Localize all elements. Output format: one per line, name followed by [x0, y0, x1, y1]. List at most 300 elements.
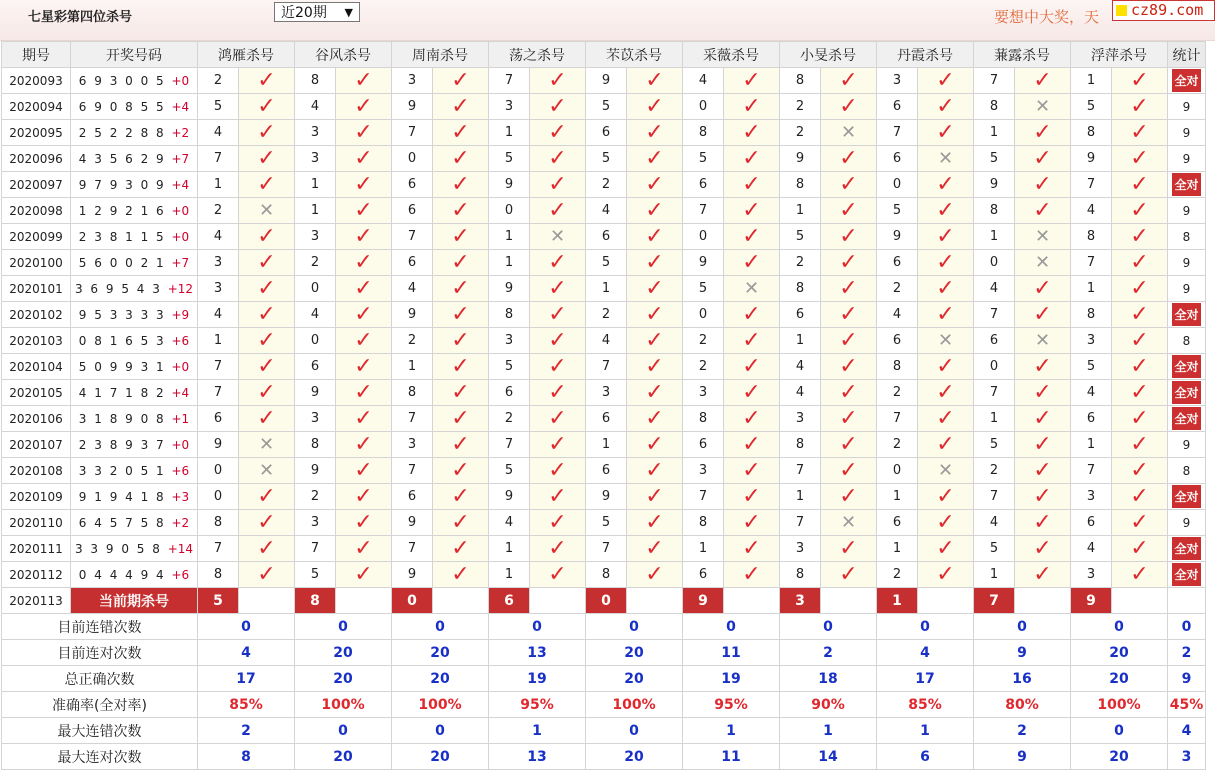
table-row [2, 562, 1205, 587]
cross-icon: ✕ [937, 329, 954, 351]
stat-value: 9 [1182, 151, 1191, 166]
table-row [2, 68, 1205, 93]
kill-number-cell: 1 [974, 562, 1014, 587]
check-icon: ✓ [936, 561, 955, 587]
kill-number-cell: 9 [198, 432, 238, 457]
empty-cell [530, 588, 585, 613]
period-range-value: 近20期 [281, 5, 327, 21]
result-mark-cell [1112, 354, 1167, 379]
result-mark-cell [821, 354, 876, 379]
check-icon: ✓ [1130, 431, 1149, 457]
kill-number-cell: 6 [1071, 510, 1111, 535]
result-mark-cell [918, 172, 973, 197]
col-expert-header: 谷风杀号 [295, 42, 391, 67]
stat-cell [1168, 198, 1205, 223]
summary-stat-value: 2 [1168, 640, 1205, 665]
check-icon: ✓ [257, 561, 276, 587]
check-icon: ✓ [1033, 171, 1052, 197]
result-mark-cell [530, 224, 585, 249]
result-mark-cell [821, 224, 876, 249]
kill-number-cell: 5 [489, 354, 529, 379]
summary-stat-value: 3 [1168, 744, 1205, 769]
result-mark-cell [433, 536, 488, 561]
period-cell: 2020106 [2, 406, 70, 431]
kill-number-cell: 0 [683, 224, 723, 249]
kill-number-cell: 6 [1071, 406, 1111, 431]
period-cell: 2020102 [2, 302, 70, 327]
check-icon: ✓ [839, 483, 858, 509]
kill-number-cell: 3 [295, 120, 335, 145]
table-row [2, 198, 1205, 223]
table-row [2, 276, 1205, 301]
result-mark-cell [433, 146, 488, 171]
summary-value: 20 [295, 744, 391, 769]
draw-digits: 3 6 9 5 4 3 [74, 281, 168, 296]
all-right-badge: 全对 [1172, 173, 1200, 196]
empty-cell [336, 588, 391, 613]
check-icon: ✓ [548, 353, 567, 379]
check-icon: ✓ [257, 223, 276, 249]
summary-value: 2 [198, 718, 294, 743]
check-icon: ✓ [1033, 535, 1052, 561]
draw-plus: +0 [171, 229, 190, 244]
check-icon: ✓ [645, 301, 664, 327]
kill-number-cell: 1 [877, 536, 917, 561]
kill-number-cell: 0 [974, 354, 1014, 379]
kill-number-cell: 1 [683, 536, 723, 561]
check-icon: ✓ [1130, 509, 1149, 535]
result-mark-cell [724, 146, 779, 171]
check-icon: ✓ [451, 509, 470, 535]
check-icon: ✓ [742, 561, 761, 587]
check-icon: ✓ [1033, 509, 1052, 535]
result-mark-cell [821, 458, 876, 483]
result-mark-cell [530, 406, 585, 431]
kill-number-cell: 9 [392, 302, 432, 327]
kill-number-cell: 1 [489, 562, 529, 587]
check-icon: ✓ [354, 197, 373, 223]
table-row [2, 354, 1205, 379]
check-icon: ✓ [548, 249, 567, 275]
col-expert-header: 采薇杀号 [683, 42, 779, 67]
cross-icon: ✕ [840, 511, 857, 533]
dropdown-arrow-icon: ▼ [344, 6, 353, 19]
period-cell: 2020099 [2, 224, 70, 249]
summary-label: 目前连对次数 [2, 640, 197, 665]
summary-value: 0 [295, 614, 391, 639]
result-mark-cell [336, 432, 391, 457]
kill-number-cell: 5 [198, 94, 238, 119]
check-icon: ✓ [1130, 249, 1149, 275]
summary-row [2, 744, 1205, 769]
summary-value: 11 [683, 744, 779, 769]
check-icon: ✓ [839, 301, 858, 327]
table-row [2, 172, 1205, 197]
kill-number-cell: 4 [198, 120, 238, 145]
kill-number-cell: 5 [683, 276, 723, 301]
check-icon: ✓ [451, 93, 470, 119]
check-icon: ✓ [645, 327, 664, 353]
kill-number-cell: 5 [877, 198, 917, 223]
result-mark-cell [627, 432, 682, 457]
col-expert-header: 蒹露杀号 [974, 42, 1070, 67]
summary-label: 最大连对次数 [2, 744, 197, 769]
result-mark-cell [239, 302, 294, 327]
table-row [2, 120, 1205, 145]
kill-number-cell: 4 [198, 302, 238, 327]
kill-number-cell: 4 [974, 276, 1014, 301]
draw-plus: +6 [171, 567, 190, 582]
summary-value: 20 [295, 666, 391, 691]
kill-number-cell: 1 [877, 484, 917, 509]
kill-number-cell: 5 [489, 458, 529, 483]
summary-label: 总正确次数 [2, 666, 197, 691]
stat-value: 8 [1182, 229, 1191, 244]
result-mark-cell [724, 406, 779, 431]
table-header-row [2, 42, 1205, 67]
draw-numbers-cell [71, 536, 197, 561]
draw-digits: 6 4 5 7 5 8 [78, 515, 172, 530]
check-icon: ✓ [548, 431, 567, 457]
current-kill-number: 6 [489, 588, 529, 613]
check-icon: ✓ [548, 483, 567, 509]
kill-number-cell: 0 [295, 276, 335, 301]
kill-number-cell: 7 [1071, 172, 1111, 197]
result-mark-cell [627, 328, 682, 353]
kill-number-cell: 5 [1071, 354, 1111, 379]
result-mark-cell [627, 198, 682, 223]
period-cell: 2020101 [2, 276, 70, 301]
check-icon: ✓ [645, 509, 664, 535]
draw-digits: 1 2 9 2 1 6 [78, 203, 172, 218]
kill-number-cell: 5 [974, 146, 1014, 171]
summary-value: 0 [295, 718, 391, 743]
result-mark-cell [918, 354, 973, 379]
check-icon: ✓ [839, 145, 858, 171]
check-icon: ✓ [1130, 535, 1149, 561]
check-icon: ✓ [1130, 405, 1149, 431]
result-mark-cell [821, 146, 876, 171]
draw-numbers-cell [71, 562, 197, 587]
kill-number-cell: 7 [392, 406, 432, 431]
result-mark-cell [530, 458, 585, 483]
check-icon: ✓ [645, 197, 664, 223]
result-mark-cell [239, 224, 294, 249]
kill-number-cell: 9 [586, 68, 626, 93]
kill-number-cell: 6 [683, 172, 723, 197]
result-mark-cell [918, 120, 973, 145]
check-icon: ✓ [645, 431, 664, 457]
check-icon: ✓ [742, 379, 761, 405]
kill-number-cell: 0 [974, 250, 1014, 275]
result-mark-cell [821, 68, 876, 93]
summary-value: 9 [974, 744, 1070, 769]
summary-value: 20 [1071, 744, 1167, 769]
kill-number-cell: 1 [489, 250, 529, 275]
stat-value: 9 [1182, 255, 1191, 270]
result-mark-cell [627, 94, 682, 119]
check-icon: ✓ [548, 145, 567, 171]
result-mark-cell [1112, 224, 1167, 249]
check-icon: ✓ [839, 223, 858, 249]
kill-number-cell: 7 [392, 458, 432, 483]
kill-number-cell: 2 [489, 406, 529, 431]
kill-number-cell: 1 [489, 120, 529, 145]
stat-cell [1168, 354, 1205, 379]
result-mark-cell [627, 302, 682, 327]
check-icon: ✓ [451, 327, 470, 353]
kill-number-cell: 4 [1071, 198, 1111, 223]
summary-label: 目前连错次数 [2, 614, 197, 639]
kill-number-cell: 2 [780, 120, 820, 145]
result-mark-cell [336, 510, 391, 535]
kill-number-cell: 1 [295, 198, 335, 223]
check-icon: ✓ [354, 145, 373, 171]
check-icon: ✓ [451, 301, 470, 327]
draw-digits: 6 9 3 0 0 5 [78, 73, 172, 88]
kill-number-cell: 3 [392, 68, 432, 93]
kill-number-cell: 2 [780, 250, 820, 275]
check-icon: ✓ [451, 405, 470, 431]
check-icon: ✓ [645, 223, 664, 249]
kill-number-cell: 0 [295, 328, 335, 353]
summary-value: 0 [198, 614, 294, 639]
result-mark-cell [1015, 302, 1070, 327]
summary-value: 0 [877, 614, 973, 639]
kill-number-cell: 7 [392, 536, 432, 561]
result-mark-cell [239, 380, 294, 405]
check-icon: ✓ [645, 561, 664, 587]
col-expert-header: 小旻杀号 [780, 42, 876, 67]
kill-number-cell: 8 [1071, 224, 1111, 249]
check-icon: ✓ [936, 535, 955, 561]
stat-cell [1168, 510, 1205, 535]
check-icon: ✓ [354, 353, 373, 379]
result-mark-cell [336, 198, 391, 223]
summary-value: 14 [780, 744, 876, 769]
all-right-badge: 全对 [1172, 355, 1200, 378]
col-expert-header: 浮萍杀号 [1071, 42, 1167, 67]
check-icon: ✓ [645, 353, 664, 379]
check-icon: ✓ [936, 483, 955, 509]
summary-value: 90% [780, 692, 876, 717]
check-icon: ✓ [257, 509, 276, 535]
kill-number-cell: 6 [586, 120, 626, 145]
check-icon: ✓ [839, 171, 858, 197]
draw-digits: 4 3 5 6 2 9 [78, 151, 172, 166]
check-icon: ✓ [1130, 561, 1149, 587]
kill-number-cell: 4 [877, 302, 917, 327]
kill-number-cell: 8 [683, 510, 723, 535]
current-kill-label: 当前期杀号 [71, 588, 197, 613]
result-mark-cell [627, 354, 682, 379]
result-mark-cell [239, 328, 294, 353]
slogan-text: 要想中大奖，天 [994, 8, 1100, 26]
stat-cell [1168, 276, 1205, 301]
kill-number-cell: 8 [780, 562, 820, 587]
kill-number-cell: 2 [586, 302, 626, 327]
draw-plus: +3 [171, 489, 190, 504]
result-mark-cell [1015, 94, 1070, 119]
kill-number-cell: 4 [295, 302, 335, 327]
summary-value: 8 [198, 744, 294, 769]
result-mark-cell [336, 458, 391, 483]
summary-value: 95% [683, 692, 779, 717]
period-cell: 2020093 [2, 68, 70, 93]
kill-number-cell: 3 [1071, 484, 1111, 509]
result-mark-cell [627, 484, 682, 509]
table-row [2, 432, 1205, 457]
result-mark-cell [821, 250, 876, 275]
table-row [2, 380, 1205, 405]
kill-number-cell: 9 [489, 172, 529, 197]
result-mark-cell [336, 536, 391, 561]
top-bar [0, 0, 1215, 41]
result-mark-cell [1015, 224, 1070, 249]
result-mark-cell [336, 562, 391, 587]
result-mark-cell [239, 172, 294, 197]
result-mark-cell [918, 536, 973, 561]
kill-number-cell: 2 [780, 94, 820, 119]
check-icon: ✓ [1130, 327, 1149, 353]
site-logo[interactable] [1112, 0, 1215, 21]
kill-number-cell: 1 [586, 432, 626, 457]
check-icon: ✓ [645, 93, 664, 119]
result-mark-cell [627, 250, 682, 275]
draw-numbers-cell [71, 172, 197, 197]
period-cell: 2020111 [2, 536, 70, 561]
result-mark-cell [336, 120, 391, 145]
result-mark-cell [918, 94, 973, 119]
kill-number-cell: 2 [295, 484, 335, 509]
kill-number-cell: 7 [780, 458, 820, 483]
check-icon: ✓ [451, 145, 470, 171]
result-mark-cell [1015, 432, 1070, 457]
result-mark-cell [821, 172, 876, 197]
period-range-select[interactable] [274, 2, 360, 22]
check-icon: ✓ [354, 509, 373, 535]
draw-digits: 9 5 3 3 3 3 [78, 307, 172, 322]
result-mark-cell [821, 484, 876, 509]
summary-stat-value: 45% [1168, 692, 1205, 717]
result-mark-cell [821, 328, 876, 353]
check-icon: ✓ [936, 405, 955, 431]
summary-value: 20 [1071, 666, 1167, 691]
check-icon: ✓ [354, 223, 373, 249]
check-icon: ✓ [1130, 379, 1149, 405]
empty-cell [1112, 588, 1167, 613]
result-mark-cell [530, 380, 585, 405]
check-icon: ✓ [451, 275, 470, 301]
result-mark-cell [724, 94, 779, 119]
kill-number-cell: 0 [877, 458, 917, 483]
summary-value: 20 [586, 666, 682, 691]
result-mark-cell [1015, 328, 1070, 353]
empty-cell [433, 588, 488, 613]
result-mark-cell [433, 302, 488, 327]
summary-value: 4 [198, 640, 294, 665]
check-icon: ✓ [936, 353, 955, 379]
check-icon: ✓ [742, 197, 761, 223]
summary-value: 0 [1071, 614, 1167, 639]
stat-cell [1168, 380, 1205, 405]
col-expert-header: 周南杀号 [392, 42, 488, 67]
draw-plus: +0 [171, 359, 190, 374]
check-icon: ✓ [257, 93, 276, 119]
kill-number-cell: 8 [683, 120, 723, 145]
stat-cell [1168, 146, 1205, 171]
logo-square-icon [1116, 5, 1127, 16]
draw-numbers-cell [71, 198, 197, 223]
kill-number-cell: 1 [1071, 68, 1111, 93]
result-mark-cell [1112, 94, 1167, 119]
kill-number-cell: 3 [295, 406, 335, 431]
check-icon: ✓ [839, 431, 858, 457]
check-icon: ✓ [936, 93, 955, 119]
result-mark-cell [433, 380, 488, 405]
col-period-header: 期号 [2, 42, 70, 67]
check-icon: ✓ [742, 509, 761, 535]
check-icon: ✓ [1130, 93, 1149, 119]
kill-number-cell: 6 [586, 406, 626, 431]
check-icon: ✓ [839, 379, 858, 405]
current-period-cell: 2020113 [2, 588, 70, 613]
result-mark-cell [336, 354, 391, 379]
period-cell: 2020107 [2, 432, 70, 457]
check-icon: ✓ [257, 145, 276, 171]
result-mark-cell [627, 510, 682, 535]
kill-number-cell: 2 [974, 458, 1014, 483]
result-mark-cell [239, 432, 294, 457]
draw-numbers-cell [71, 484, 197, 509]
draw-digits: 3 3 2 0 5 1 [78, 463, 172, 478]
all-right-badge: 全对 [1172, 69, 1200, 92]
result-mark-cell [530, 94, 585, 119]
result-mark-cell [918, 250, 973, 275]
check-icon: ✓ [936, 379, 955, 405]
draw-numbers-cell [71, 276, 197, 301]
period-cell: 2020108 [2, 458, 70, 483]
result-mark-cell [627, 406, 682, 431]
kill-number-cell: 7 [198, 380, 238, 405]
check-icon: ✓ [936, 301, 955, 327]
kill-number-cell: 3 [683, 380, 723, 405]
check-icon: ✓ [451, 249, 470, 275]
draw-plus: +1 [171, 411, 190, 426]
result-mark-cell [530, 302, 585, 327]
draw-numbers-cell [71, 510, 197, 535]
stat-cell [1168, 562, 1205, 587]
kill-number-cell: 4 [295, 94, 335, 119]
check-icon: ✓ [742, 535, 761, 561]
kill-number-cell: 5 [586, 146, 626, 171]
check-icon: ✓ [1130, 171, 1149, 197]
period-cell: 2020094 [2, 94, 70, 119]
kill-number-cell: 3 [780, 536, 820, 561]
all-right-badge: 全对 [1172, 303, 1200, 326]
all-right-badge: 全对 [1172, 537, 1200, 560]
kill-number-cell: 3 [489, 94, 529, 119]
current-kill-number: 8 [295, 588, 335, 613]
check-icon: ✓ [257, 353, 276, 379]
check-icon: ✓ [548, 171, 567, 197]
result-mark-cell [1112, 406, 1167, 431]
kill-number-cell: 0 [877, 172, 917, 197]
check-icon: ✓ [451, 483, 470, 509]
summary-value: 1 [877, 718, 973, 743]
result-mark-cell [239, 536, 294, 561]
summary-value: 20 [295, 640, 391, 665]
